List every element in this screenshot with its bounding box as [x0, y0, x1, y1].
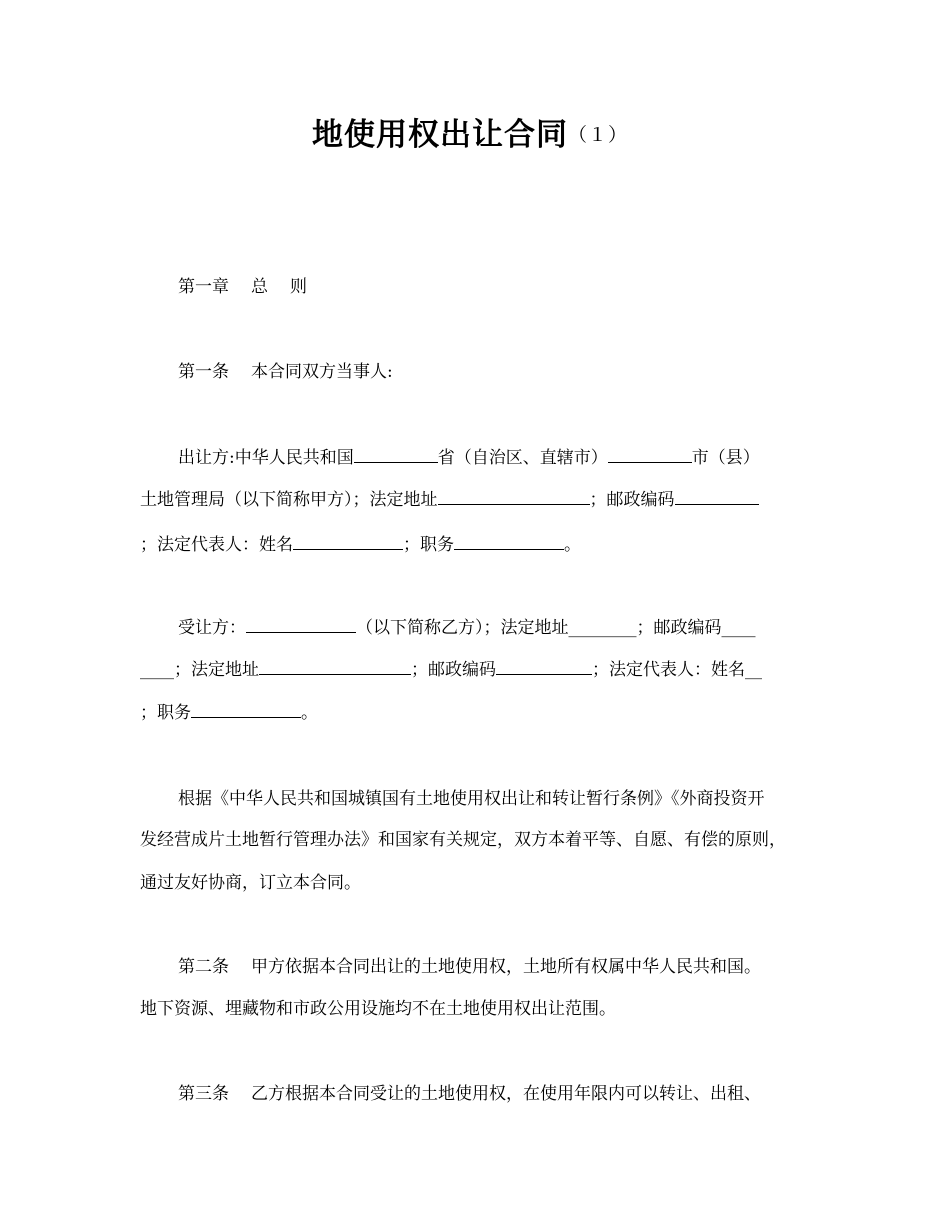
- transferor-postcode-blank: [675, 488, 759, 505]
- article-2-label: 第二条: [178, 957, 229, 977]
- transferor-text-3a: ；法定代表人：姓名: [140, 535, 293, 555]
- document-title: [0, 112, 940, 158]
- transferor-text-3b: ；职务: [403, 535, 454, 555]
- transferor-address-blank: [438, 488, 590, 505]
- chapter-label: 第一章: [178, 277, 229, 297]
- transferee-text-1a: 受让方：: [178, 618, 246, 638]
- transferor-text-2b: ；邮政编码: [589, 490, 675, 510]
- transferee-text-2a: ____；法定地址: [140, 660, 259, 680]
- basis-line-1: 根据《中华人民共和国城镇国有土地使用权出让和转让暂行条例》《外商投资开: [178, 789, 765, 809]
- transferee-postcode-blank: [496, 658, 592, 675]
- article-1-text: 本合同双方当事人:: [251, 362, 393, 382]
- transferee-line-1: [178, 616, 756, 640]
- transferor-text-1c: 市（县）: [691, 448, 760, 468]
- transferor-text-2a: 土地管理局（以下简称甲方）；法定地址: [140, 490, 438, 510]
- article-3-text-1: 乙方根据本合同受让的土地使用权，在使用年限内可以转让、出租、: [251, 1084, 761, 1104]
- basis-line-2: 发经营成片土地暂行管理办法》和国家有关规定，双方本着平等、自愿、有偿的原则，: [140, 830, 786, 850]
- city-blank: [608, 446, 692, 463]
- article-1: [178, 360, 393, 384]
- transferor-text-1b: 省（自治区、直辖市）: [437, 448, 608, 468]
- transferor-line-1: [178, 446, 760, 470]
- article-1-label: 第一条: [178, 362, 229, 382]
- transferee-text-1b: （以下简称乙方）；法定地址________；邮政编码____: [356, 618, 756, 638]
- article-3-label: 第三条: [178, 1084, 229, 1104]
- transferee-line-3: [140, 701, 318, 725]
- transferor-text-1a: 出让方:中华人民共和国: [178, 448, 354, 468]
- chapter-name-1: 总: [251, 277, 268, 297]
- transferor-line-3: [140, 533, 581, 557]
- transferor-rep-name-blank: [293, 533, 403, 550]
- article-2-text-1: 甲方依据本合同出让的土地使用权，土地所有权属中华人民共和国。: [251, 957, 761, 977]
- province-blank: [354, 446, 438, 463]
- article-2-line-1: [178, 955, 761, 979]
- transferor-text-3c: 。: [564, 535, 581, 555]
- title-text: 地使用权出让合同: [311, 117, 568, 153]
- basis-line-3: 通过友好协商，订立本合同。: [140, 873, 361, 893]
- transferee-name-blank: [246, 616, 356, 633]
- transferee-line-2: [140, 658, 762, 682]
- article-2-line-2: 地下资源、埋藏物和市政公用设施均不在土地使用权出让范围。: [140, 999, 616, 1019]
- transferee-rep-title-blank: [191, 701, 301, 718]
- article-3-line-1: [178, 1082, 761, 1106]
- transferee-address-blank: [259, 658, 411, 675]
- transferee-text-2c: ；法定代表人：姓名__: [592, 660, 762, 680]
- chapter-name-2: 则: [290, 277, 307, 297]
- transferor-rep-title-blank: [454, 533, 564, 550]
- chapter-heading: [178, 275, 307, 299]
- transferee-text-3a: ；职务: [140, 703, 191, 723]
- title-suffix: （１）: [567, 124, 628, 146]
- transferee-text-2b: ；邮政编码: [411, 660, 496, 680]
- transferee-text-3b: 。: [301, 703, 318, 723]
- transferor-line-2: [140, 488, 759, 512]
